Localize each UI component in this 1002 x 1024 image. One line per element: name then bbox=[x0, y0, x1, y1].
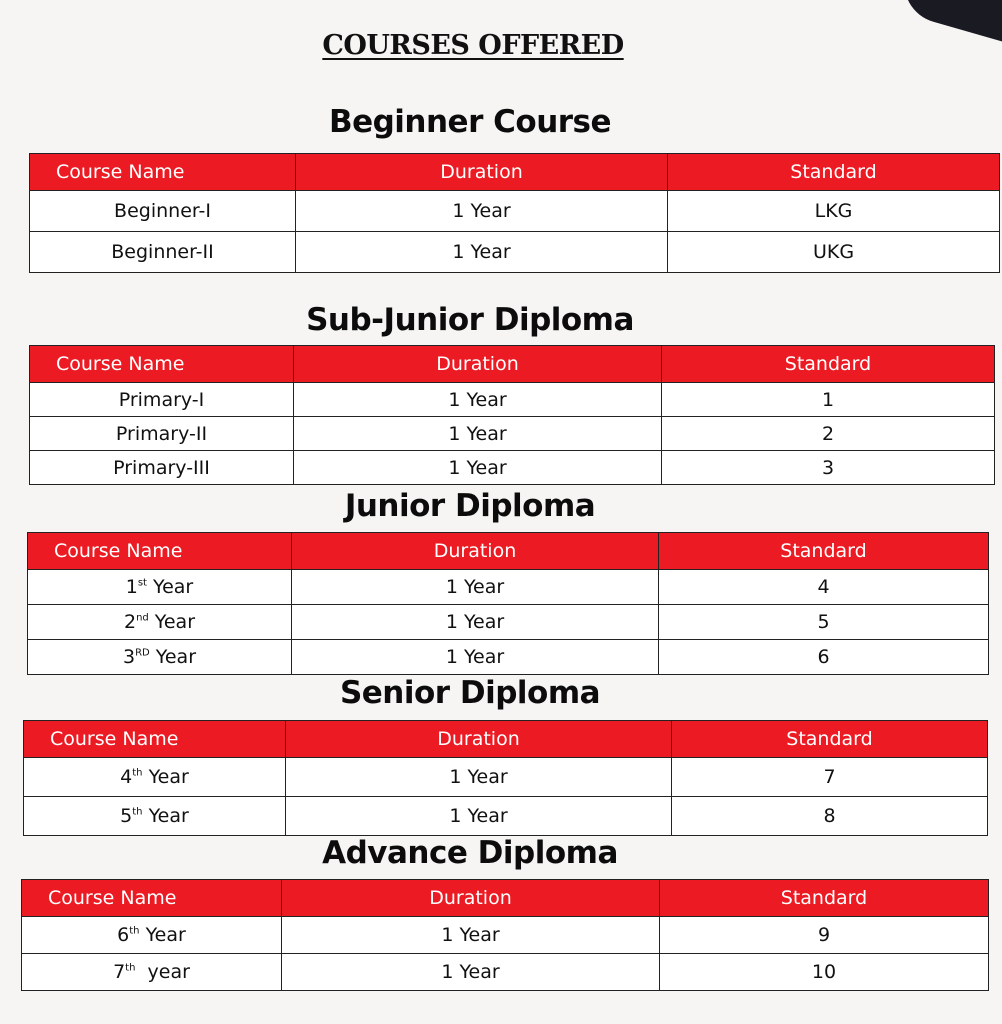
duration-header: Duration bbox=[282, 880, 660, 917]
table-row bbox=[28, 640, 989, 675]
duration-header: Duration bbox=[286, 721, 672, 758]
duration-cell: 1 Year bbox=[282, 954, 660, 991]
course-name-cell bbox=[28, 570, 292, 605]
table-row bbox=[28, 570, 989, 605]
standard-cell: 8 bbox=[672, 797, 988, 836]
course-name-cell bbox=[24, 797, 286, 836]
course-name-suffix: Year bbox=[139, 924, 186, 946]
standard-cell: 10 bbox=[660, 954, 989, 991]
course-name-text: 5 bbox=[120, 805, 133, 827]
course-name-text: Beginner-I bbox=[114, 200, 211, 222]
ordinal-suffix: nd bbox=[136, 612, 149, 624]
course-name-suffix: Year bbox=[148, 611, 196, 633]
course-name-cell bbox=[30, 232, 296, 273]
section-heading: Advance Diploma bbox=[322, 835, 618, 871]
ordinal-suffix: th bbox=[125, 962, 136, 974]
standard-header: Standard bbox=[659, 533, 989, 570]
standard-cell: LKG bbox=[668, 191, 1000, 232]
course-name-text: 7 bbox=[113, 961, 126, 983]
course-name-cell bbox=[28, 605, 292, 640]
course-name-text: 6 bbox=[117, 924, 130, 946]
course-name-cell bbox=[28, 640, 292, 675]
table-header-row bbox=[24, 721, 988, 758]
duration-cell: 1 Year bbox=[292, 605, 659, 640]
standard-cell: 3 bbox=[662, 451, 995, 485]
standard-cell: 1 bbox=[662, 383, 995, 417]
standard-cell: 9 bbox=[660, 917, 989, 954]
duration-header: Duration bbox=[294, 346, 662, 383]
duration-cell: 1 Year bbox=[294, 417, 662, 451]
ordinal-suffix: th bbox=[132, 767, 143, 779]
table-row bbox=[22, 917, 989, 954]
section-heading: Sub-Junior Diploma bbox=[306, 302, 634, 338]
table-row bbox=[30, 191, 1000, 232]
table-row bbox=[22, 954, 989, 991]
course-name-cell bbox=[24, 758, 286, 797]
standard-cell: 2 bbox=[662, 417, 995, 451]
duration-cell: 1 Year bbox=[296, 191, 668, 232]
ordinal-suffix: RD bbox=[135, 647, 150, 659]
course-table bbox=[27, 532, 989, 675]
course-name-text: Primary-II bbox=[115, 422, 208, 445]
standard-header: Standard bbox=[668, 154, 1000, 191]
course-name-cell bbox=[30, 451, 294, 485]
section-heading: Senior Diploma bbox=[339, 675, 601, 711]
table-row bbox=[30, 417, 995, 451]
course-name-suffix: Year bbox=[146, 576, 194, 598]
table-row bbox=[24, 758, 988, 797]
table-row bbox=[30, 451, 995, 485]
duration-cell: 1 Year bbox=[296, 232, 668, 273]
page-title: COURSES OFFERED bbox=[322, 30, 624, 61]
course-name-text: Primary-I bbox=[118, 388, 205, 411]
standard-cell: 4 bbox=[659, 570, 989, 605]
course-name-cell bbox=[30, 191, 296, 232]
duration-cell: 1 Year bbox=[292, 640, 659, 675]
course-name-suffix: Year bbox=[142, 805, 189, 827]
standard-header: Standard bbox=[672, 721, 988, 758]
standard-cell: 7 bbox=[672, 758, 988, 797]
table-row bbox=[24, 797, 988, 836]
course-name-cell bbox=[22, 954, 282, 991]
course-name-suffix: Year bbox=[149, 646, 197, 668]
table-header-row bbox=[30, 346, 995, 383]
standard-header: Standard bbox=[660, 880, 989, 917]
table-header-row bbox=[22, 880, 989, 917]
course-name-header: Course Name bbox=[30, 346, 294, 383]
standard-header: Standard bbox=[662, 346, 995, 383]
course-name-text: 1 bbox=[125, 576, 138, 598]
table-row bbox=[28, 605, 989, 640]
course-table bbox=[23, 720, 988, 836]
standard-cell: UKG bbox=[668, 232, 1000, 273]
duration-cell: 1 Year bbox=[286, 758, 672, 797]
duration-cell: 1 Year bbox=[292, 570, 659, 605]
course-name-text: Beginner-II bbox=[111, 241, 214, 263]
course-name-header: Course Name bbox=[30, 154, 296, 191]
course-name-text: 4 bbox=[120, 766, 133, 788]
duration-cell: 1 Year bbox=[294, 451, 662, 485]
course-name-cell bbox=[30, 383, 294, 417]
duration-cell: 1 Year bbox=[294, 383, 662, 417]
course-table bbox=[29, 153, 1000, 273]
duration-header: Duration bbox=[292, 533, 659, 570]
course-table bbox=[21, 879, 989, 991]
course-name-header: Course Name bbox=[28, 533, 292, 570]
course-name-suffix: Year bbox=[142, 766, 189, 788]
duration-cell: 1 Year bbox=[286, 797, 672, 836]
duration-header: Duration bbox=[296, 154, 668, 191]
section-heading: Junior Diploma bbox=[344, 488, 596, 524]
standard-cell: 6 bbox=[659, 640, 989, 675]
course-name-cell bbox=[30, 417, 294, 451]
course-name-text: Primary-III bbox=[113, 456, 210, 479]
ordinal-suffix: st bbox=[137, 577, 147, 589]
course-name-header: Course Name bbox=[22, 880, 282, 917]
course-name-header: Course Name bbox=[24, 721, 286, 758]
section-heading: Beginner Course bbox=[328, 104, 612, 140]
table-row bbox=[30, 383, 995, 417]
course-name-cell bbox=[22, 917, 282, 954]
ordinal-suffix: th bbox=[132, 806, 143, 818]
course-name-suffix: year bbox=[135, 961, 190, 983]
ordinal-suffix: th bbox=[129, 925, 140, 937]
table-row bbox=[30, 232, 1000, 273]
duration-cell: 1 Year bbox=[282, 917, 660, 954]
course-table bbox=[29, 345, 995, 485]
table-header-row bbox=[28, 533, 989, 570]
course-name-text: 3 bbox=[122, 646, 136, 668]
course-name-text: 2 bbox=[123, 611, 137, 633]
standard-cell: 5 bbox=[659, 605, 989, 640]
table-header-row bbox=[30, 154, 1000, 191]
